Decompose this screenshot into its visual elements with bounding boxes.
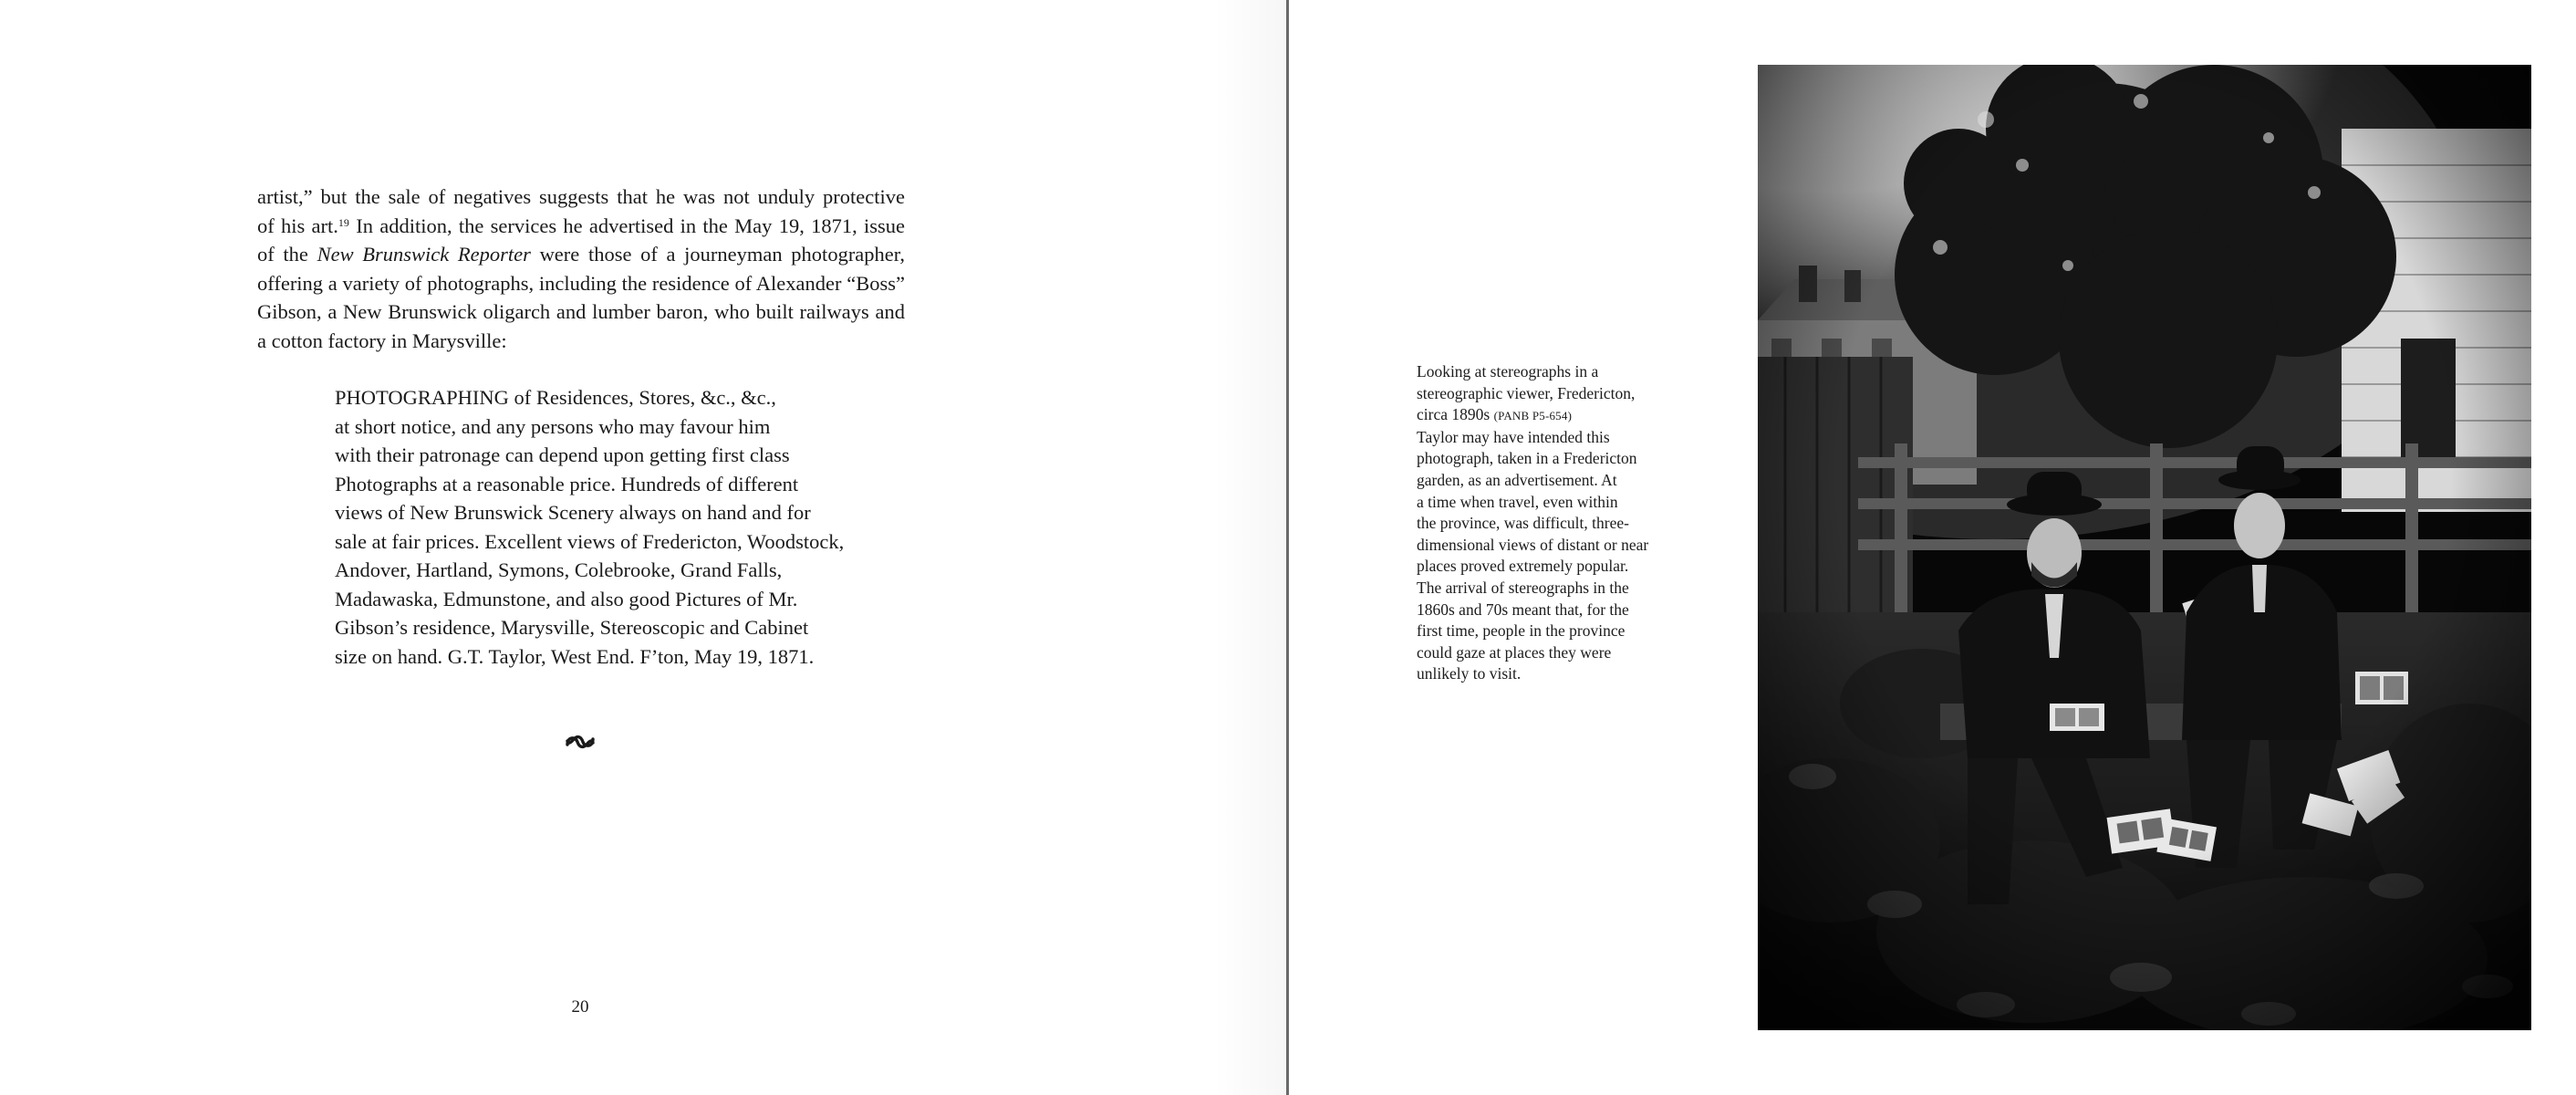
caption-body-line: The arrival of stereographs in the [1417,578,1629,597]
flourish-ornament-icon [562,728,598,756]
paragraph-line-1: artist,” but the sale of negatives suggests that he was not unduly protective [257,185,905,208]
caption-body-line: 1860s and 70s meant that, for the [1417,600,1629,619]
paragraph-line-2-prefix: of his art. [257,214,338,237]
caption-body-line: Taylor may have intended this [1417,427,1610,446]
quote-line: size on hand. G.T. Taylor, West End. F’ton, May 19, 1871. [335,644,815,668]
quote-line: at short notice, and any persons who may favour him [335,414,771,438]
quote-line: Andover, Hartland, Symons, Colebrooke, Grand Falls, [335,558,783,581]
paragraph-line-3 [257,240,905,269]
caption-body-line: a time when travel, even within [1417,492,1618,511]
caption-body-line: dimensional views of distant or near [1417,535,1649,554]
book-spine [1286,0,1289,1095]
quote-line: Gibson’s residence, Marysville, Stereoscopic and Cabinet [335,616,809,639]
caption-body-line: the province, was difficult, three- [1417,514,1629,533]
paragraph-line-4: offering a variety of photographs, including the residence of Alexander “Boss” [257,271,905,295]
gutter-shadow [1213,0,1286,1095]
left-page [0,0,1286,1095]
paragraph-line-5: Gibson, a New Brunswick oligarch and lumber baron, who built railways and [257,300,905,323]
body-paragraph [257,182,905,355]
paragraph-line-2 [257,212,905,241]
caption-body-line: places proved extremely popular. [1417,557,1629,576]
block-quote [335,383,864,671]
caption-title-line: stereographic viewer, Fredericton, [1417,383,1636,402]
paragraph-line-6: a cotton factory in Marysville: [257,328,507,352]
paragraph-line-3-text: were those of a journeyman photographer, [539,243,905,266]
caption-credit: (PANB P5-654) [1493,409,1573,423]
caption-body-line: photograph, taken in a Fredericton [1417,449,1637,468]
caption-body-line: unlikely to visit. [1417,664,1522,683]
quote-line: sale at fair prices. Excellent views of Fredericton, Woodstock, [335,529,845,553]
quote-line: with their patronage can depend upon getting first class [335,443,790,466]
paragraph-line-2-text: In addition, the services he advertised in the May 19, 1871, issue [356,214,906,237]
caption-title-line: circa 1890s [1417,405,1491,424]
photo-caption [1417,361,1690,685]
page-number: 20 [571,997,589,1017]
publication-title: New Brunswick Reporter [317,243,531,266]
caption-title-line: Looking at stereographs in a [1417,362,1599,381]
quote-line: PHOTOGRAPHING of Residences, Stores, &c., &c., [335,386,776,409]
caption-body-line: could gaze at places they were [1417,642,1612,662]
quote-line: views of New Brunswick Scenery always on hand and for [335,501,811,524]
quote-line: Madawaska, Edmunstone, and also good Pictures of Mr. [335,587,798,610]
stereograph-photo-icon [1758,65,2531,1030]
quote-line: Photographs at a reasonable price. Hundreds of different [335,472,799,495]
paragraph-line-3-prefix: of the [257,243,308,266]
caption-body-line: garden, as an advertisement. At [1417,470,1617,489]
caption-body-line: first time, people in the province [1417,621,1626,641]
footnote-reference[interactable]: 19 [338,215,349,229]
caption-title-line-with-credit [1417,404,1690,427]
